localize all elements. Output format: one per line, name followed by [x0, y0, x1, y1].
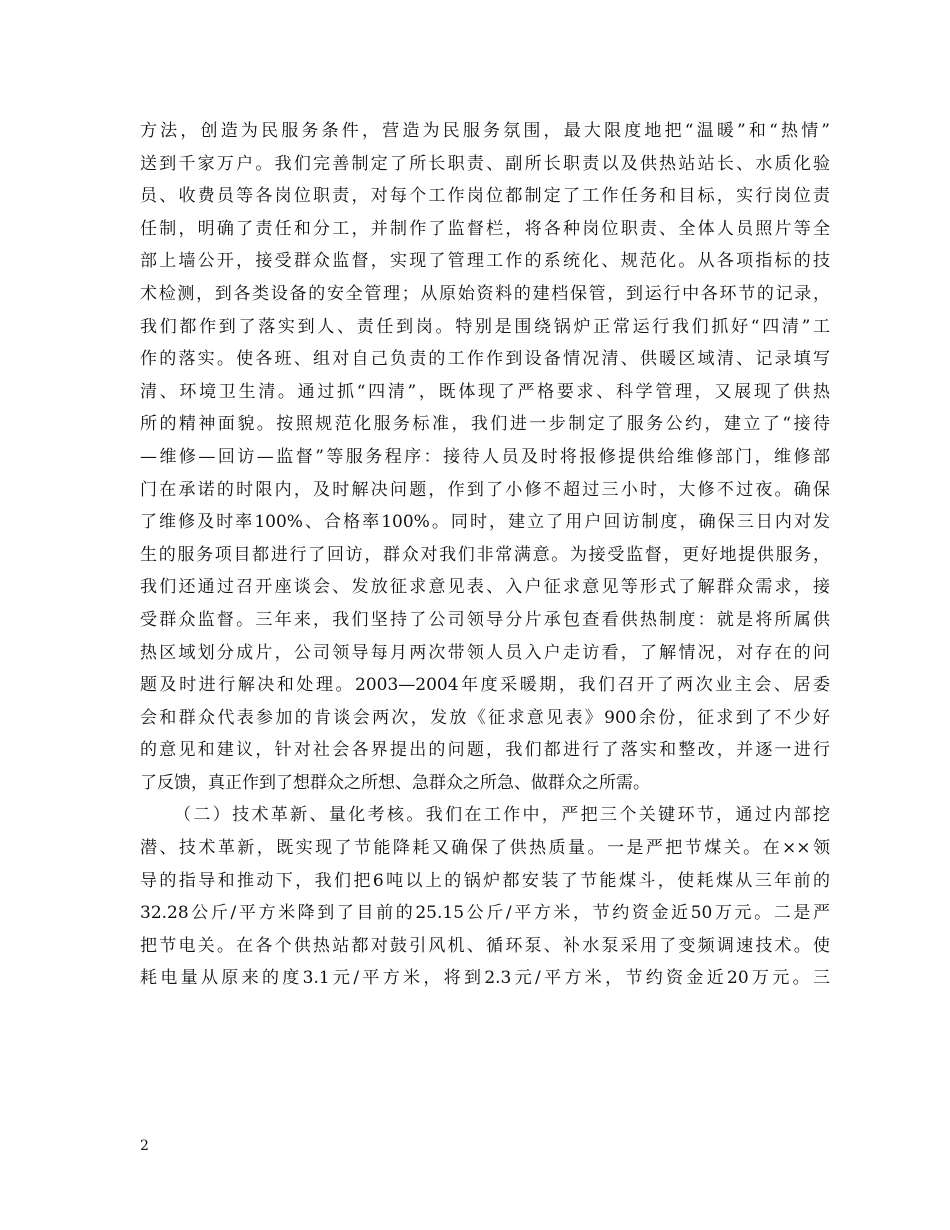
text-line: 方法，创造为民服务条件，营造为民服务氛围，最大限度地把“温暖”和“热情” — [140, 121, 830, 141]
page-number: 2 — [140, 1138, 149, 1154]
text-line: 32.28公斤/平方米降到了目前的25.15公斤/平方米，节约资金近50万元。二是严 — [140, 903, 830, 924]
text-line: 我们还通过召开座谈会、发放征求意见表、入户征求意见等形式了解群众需求，接 — [140, 577, 830, 598]
text-line: —维修—回访—监督”等服务程序：接待人员及时将报修提供给维修部门，维修部 — [140, 446, 830, 467]
text-line: 任制，明确了责任和分工，并制作了监督栏，将各种岗位职责、全体人员照片等全 — [140, 218, 830, 239]
text-line: 了反馈，真正作到了想群众之所想、急群众之所急、做群众之所需。 — [140, 772, 650, 793]
text-line: 作的落实。使各班、组对自己负责的工作作到设备情况清、供暖区域清、记录填写 — [140, 349, 830, 370]
text-line: 的意见和建议，针对社会各界提出的问题，我们都进行了落实和整改，并逐一进行 — [140, 740, 830, 761]
text-line: 热区域划分成片，公司领导每月两次带领人员入户走访看，了解情况，对存在的问 — [140, 642, 830, 663]
text-line: 员、收费员等各岗位职责，对每个工作岗位都制定了工作任务和目标，实行岗位责 — [140, 186, 830, 207]
text-line: 会和群众代表参加的肯谈会两次，发放《征求意见表》900余份，征求到了不少好 — [140, 707, 830, 728]
text-line: 部上墙公开，接受群众监督，实现了管理工作的系统化、规范化。从各项指标的技 — [140, 251, 830, 272]
text-line: 送到千家万户。我们完善制定了所长职责、副所长职责以及供热站站长、水质化验 — [140, 153, 830, 174]
text-line: （二）技术革新、量化考核。我们在工作中，严把三个关键环节，通过内部挖 — [174, 805, 830, 826]
text-line: 清、环境卫生清。通过抓“四清”，既体现了严格要求、科学管理，又展现了供热 — [140, 381, 830, 402]
text-line: 题及时进行解决和处理。2003—2004年度采暖期，我们召开了两次业主会、居委 — [140, 675, 830, 696]
text-line: 我们都作到了落实到人、责任到岗。特别是围绕锅炉正常运行我们抓好“四清”工 — [140, 316, 830, 337]
text-line: 耗电量从原来的度3.1元/平方米，将到2.3元/平方米，节约资金近20万元。三 — [140, 968, 830, 989]
body-text — [140, 115, 830, 995]
text-line: 了维修及时率100%、合格率100%。同时，建立了用户回访制度，确保三日内对发 — [140, 512, 830, 533]
text-line: 所的精神面貌。按照规范化服务标准，我们进一步制定了服务公约，建立了“接待 — [140, 414, 830, 435]
text-line: 导的指导和推动下，我们把6吨以上的锅炉都安装了节能煤斗，使耗煤从三年前的 — [140, 870, 830, 891]
text-line: 生的服务项目都进行了回访，群众对我们非常满意。为接受监督，更好地提供服务， — [140, 544, 830, 565]
text-line: 门在承诺的时限内，及时解决问题，作到了小修不超过三小时，大修不过夜。确保 — [140, 479, 830, 500]
text-line: 受群众监督。三年来，我们坚持了公司领导分片承包查看供热制度：就是将所属供 — [140, 609, 830, 630]
text-line: 把节电关。在各个供热站都对鼓引风机、循环泵、补水泵采用了变频调速技术。使 — [140, 935, 830, 956]
text-line: 潜、技术革新，既实现了节能降耗又确保了供热质量。一是严把节煤关。在××领 — [140, 838, 830, 859]
text-line: 术检测，到各类设备的安全管理；从原始资料的建档保管，到运行中各环节的记录， — [140, 283, 830, 304]
